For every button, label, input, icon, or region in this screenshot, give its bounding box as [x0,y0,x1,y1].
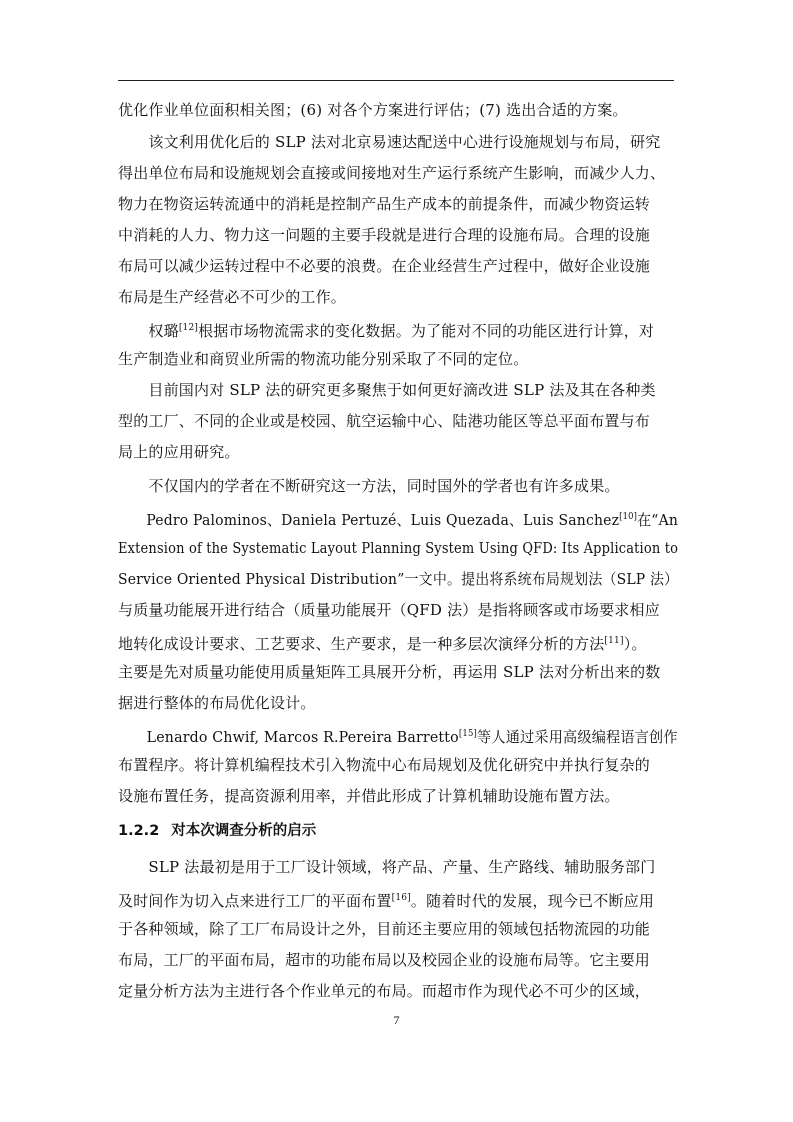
body-line: 权璐[12]根据市场物流需求的变化数据。为了能对不同的功能区进行计算，对 [118,322,655,340]
citation-marker: [16] [391,893,411,903]
body-line: SLP 法最初是用于工厂设计领域，将产品、产量、生产路线、辅助服务部门 [118,858,656,876]
body-line: Service Oriented Physical Distribution”一文中。提出将系统布局规划法（SLP 法） [118,570,679,588]
section-number: 1.2.2 [118,823,160,839]
body-line: 设施布置任务，提高资源利用率，并借此形成了计算机辅助设施布置方法。 [118,787,620,805]
citation-marker: [10] [619,512,638,522]
body-line: 地转化成设计要求、工艺要求、生产要求，是一种多层次演绎分析的方法[11]）。 [118,635,647,653]
body-line: 主要是先对质量功能使用质量矩阵工具展开分析，再运用 SLP 法对分析出来的数 [118,663,661,681]
body-line: 及时间作为切入点来进行工厂的平面布置[16]。随着时代的发展，现今已不断应用 [118,892,655,910]
body-line: 得出单位布局和设施规划会直接或间接地对生产运行系统产生影响，而减少人力、 [118,164,666,182]
body-line: 于各种领域，除了工厂布局设计之外，目前还主要应用的领域包括物流园的功能 [118,920,651,938]
body-line: 目前国内对 SLP 法的研究更多聚焦于如何更好滴改进 SLP 法及其在各种类 [118,381,656,399]
body-line: 生产制造业和商贸业所需的物流功能分别采取了不同的定位。 [118,350,529,368]
body-line: Lenardo Chwif, Marcos R.Pereira Barretto[15]等人通过采用高级编程语言创作 [118,728,678,746]
body-line: 优化作业单位面积相关图；(6) 对各个方案进行评估；(7) 选出合适的方案。 [118,101,628,119]
body-line: 物力在物资运转流通中的消耗是控制产品生产成本的前提条件，而减少物资运转 [118,195,651,213]
body-line: 局上的应用研究。 [118,443,240,461]
body-line: 不仅国内的学者在不断研究这一方法，同时国外的学者也有许多成果。 [118,477,620,495]
body-line: 布置程序。将计算机编程技术引入物流中心布局规划及优化研究中并执行复杂的 [118,756,651,774]
body-line: 布局可以减少运转过程中不必要的浪费。在企业经营生产过程中，做好企业设施 [118,257,651,275]
body-line: Extension of the Systematic Layout Planning System Using QFD: Its Application to [118,539,679,557]
body-line: 型的工厂、不同的企业或是校园、航空运输中心、陆港功能区等总平面布置与布 [118,412,651,430]
body-line: 据进行整体的布局优化设计。 [118,694,316,712]
page-number: 7 [393,1013,400,1027]
citation-marker: [12] [178,323,199,333]
citation-marker: [11] [604,636,624,646]
body-line: Pedro Palominos、Daniela Pertuzé、Luis Quezada、Luis Sanchez[10]在“An [118,511,679,529]
body-line: 与质量功能展开进行结合（质量功能展开（QFD 法）是指将顾客或市场要求相应 [118,601,660,619]
section-title: 对本次调查分析的启示 [171,823,317,839]
body-line: 布局是生产经营必不可少的工作。 [118,288,347,306]
section-heading [118,821,316,841]
header-rule [118,80,674,81]
body-line: 布局，工厂的平面布局，超市的功能布局以及校园企业的设施布局等。它主要用 [118,951,651,969]
body-line: 中消耗的人力、物力这一问题的主要手段就是进行合理的设施布局。合理的设施 [118,226,651,244]
body-line: 定量分析方法为主进行各个作业单元的布局。而超市作为现代必不可少的区域， [118,982,651,1000]
citation-marker: [15] [458,729,478,739]
body-line: 该文利用优化后的 SLP 法对北京易速达配送中心进行设施规划与布局，研究 [118,133,661,151]
